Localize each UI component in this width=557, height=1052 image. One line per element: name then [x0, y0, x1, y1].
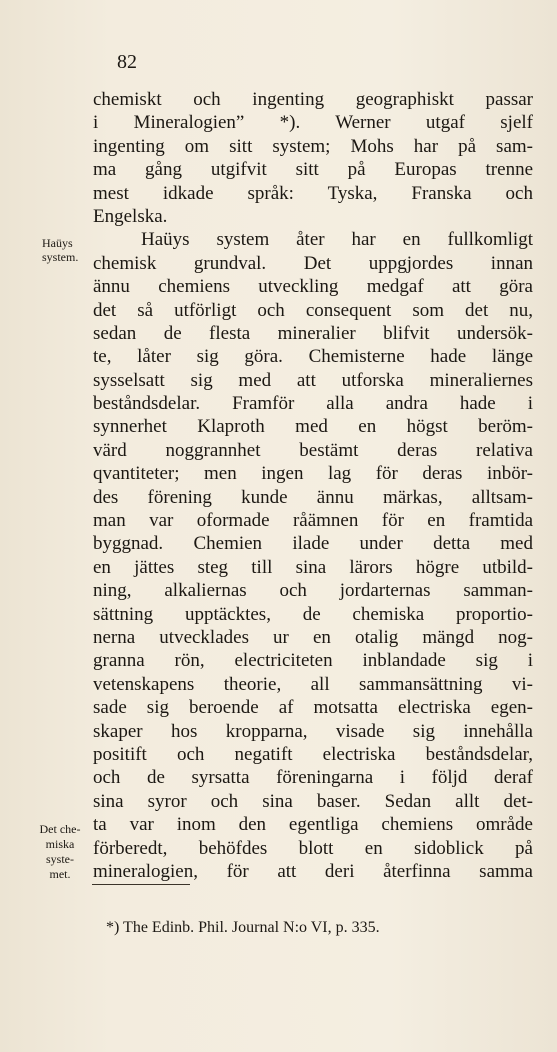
text-line: granna rön, electriciteten inblandade sig i [93, 650, 533, 672]
text-line: i Mineralogien” *). Werner utgaf sjelf [93, 112, 533, 134]
text-line: des förening kunde ännu märkas, alltsam- [93, 486, 533, 508]
text-line: sade sig beroende af motsatta electriska egen- [93, 697, 533, 719]
text-line: positift och negatift electriska beståndsdelar, [93, 743, 533, 765]
text-line: te, låter sig göra. Chemisterne hade länge [93, 346, 533, 368]
text-line: mest idkade språk: Tyska, Franska och [93, 182, 533, 204]
text-line: sina syror och sina baser. Sedan allt det- [93, 790, 533, 812]
margin-note-line: Haüys [42, 236, 73, 250]
text-line: man var oformade råämnen för en framtida [93, 510, 533, 532]
margin-note-line: system. [42, 250, 79, 264]
text-line: Engelska. [93, 205, 168, 227]
text-line: mineralogien, för att deri återfinna samma [93, 860, 533, 882]
page-number: 82 [117, 51, 137, 73]
text-line: ännu chemiens utveckling medgaf att göra [93, 276, 533, 298]
footnote-divider [92, 884, 190, 885]
text-line: synnerhet Klaproth med en högst beröm- [93, 416, 533, 438]
text-line: skaper hos kropparna, visade sig innehålla [93, 720, 533, 742]
text-line: vetenskapens theorie, all sammansättning vi- [93, 673, 533, 695]
margin-note-line: syste- [46, 852, 74, 866]
margin-note-line: met. [49, 867, 71, 881]
text-line: sättning upptäcktes, de chemiska proportio- [93, 603, 533, 625]
text-line: qvantiteter; men ingen lag för deras inbör- [93, 463, 533, 485]
text-line: det så utförligt och consequent som det nu, [93, 299, 533, 321]
text-line: chemiskt och ingenting geographiskt passar [93, 89, 533, 110]
margin-note-line: miska [45, 837, 75, 851]
margin-note-haüys-system [42, 236, 90, 264]
text-line: värd noggrannhet bestämt deras relativa [93, 439, 533, 461]
text-line: sysselsatt sig med att utforska mineraliernes [93, 369, 533, 391]
margin-note-line: Det che- [39, 822, 81, 836]
text-line: en jättes steg till sina lärors högre utbild- [93, 556, 533, 578]
text-line: beståndsdelar. Framför alla andra hade i [93, 393, 533, 415]
main-text [93, 88, 533, 883]
text-line: ning, alkaliernas och jordarternas samman- [93, 580, 533, 602]
footnote: *) The Edinb. Phil. Journal N:o VI, p. 335. [106, 919, 380, 936]
text-line: ta var inom den egentliga chemiens område [93, 814, 533, 836]
text-line: och de syrsatta föreningarna i följd deraf [93, 767, 533, 789]
margin-note-chemical-system [30, 822, 90, 882]
text-line: ingenting om sitt system; Mohs har på sam- [93, 135, 533, 157]
text-line: byggnad. Chemien ilade under detta med [93, 533, 533, 555]
text-line: sedan de flesta mineralier blifvit undersök- [93, 322, 533, 344]
text-line: Haüys system åter har en fullkomligt [141, 229, 533, 251]
text-line: förberedt, behöfdes blott en sidoblick på [93, 837, 533, 859]
text-line: nerna utvecklades ur en otalig mängd nog- [93, 626, 533, 648]
text-line: chemisk grundval. Det uppgjordes innan [93, 252, 533, 274]
text-line: ma gång utgifvit sitt på Europas trenne [93, 159, 533, 181]
